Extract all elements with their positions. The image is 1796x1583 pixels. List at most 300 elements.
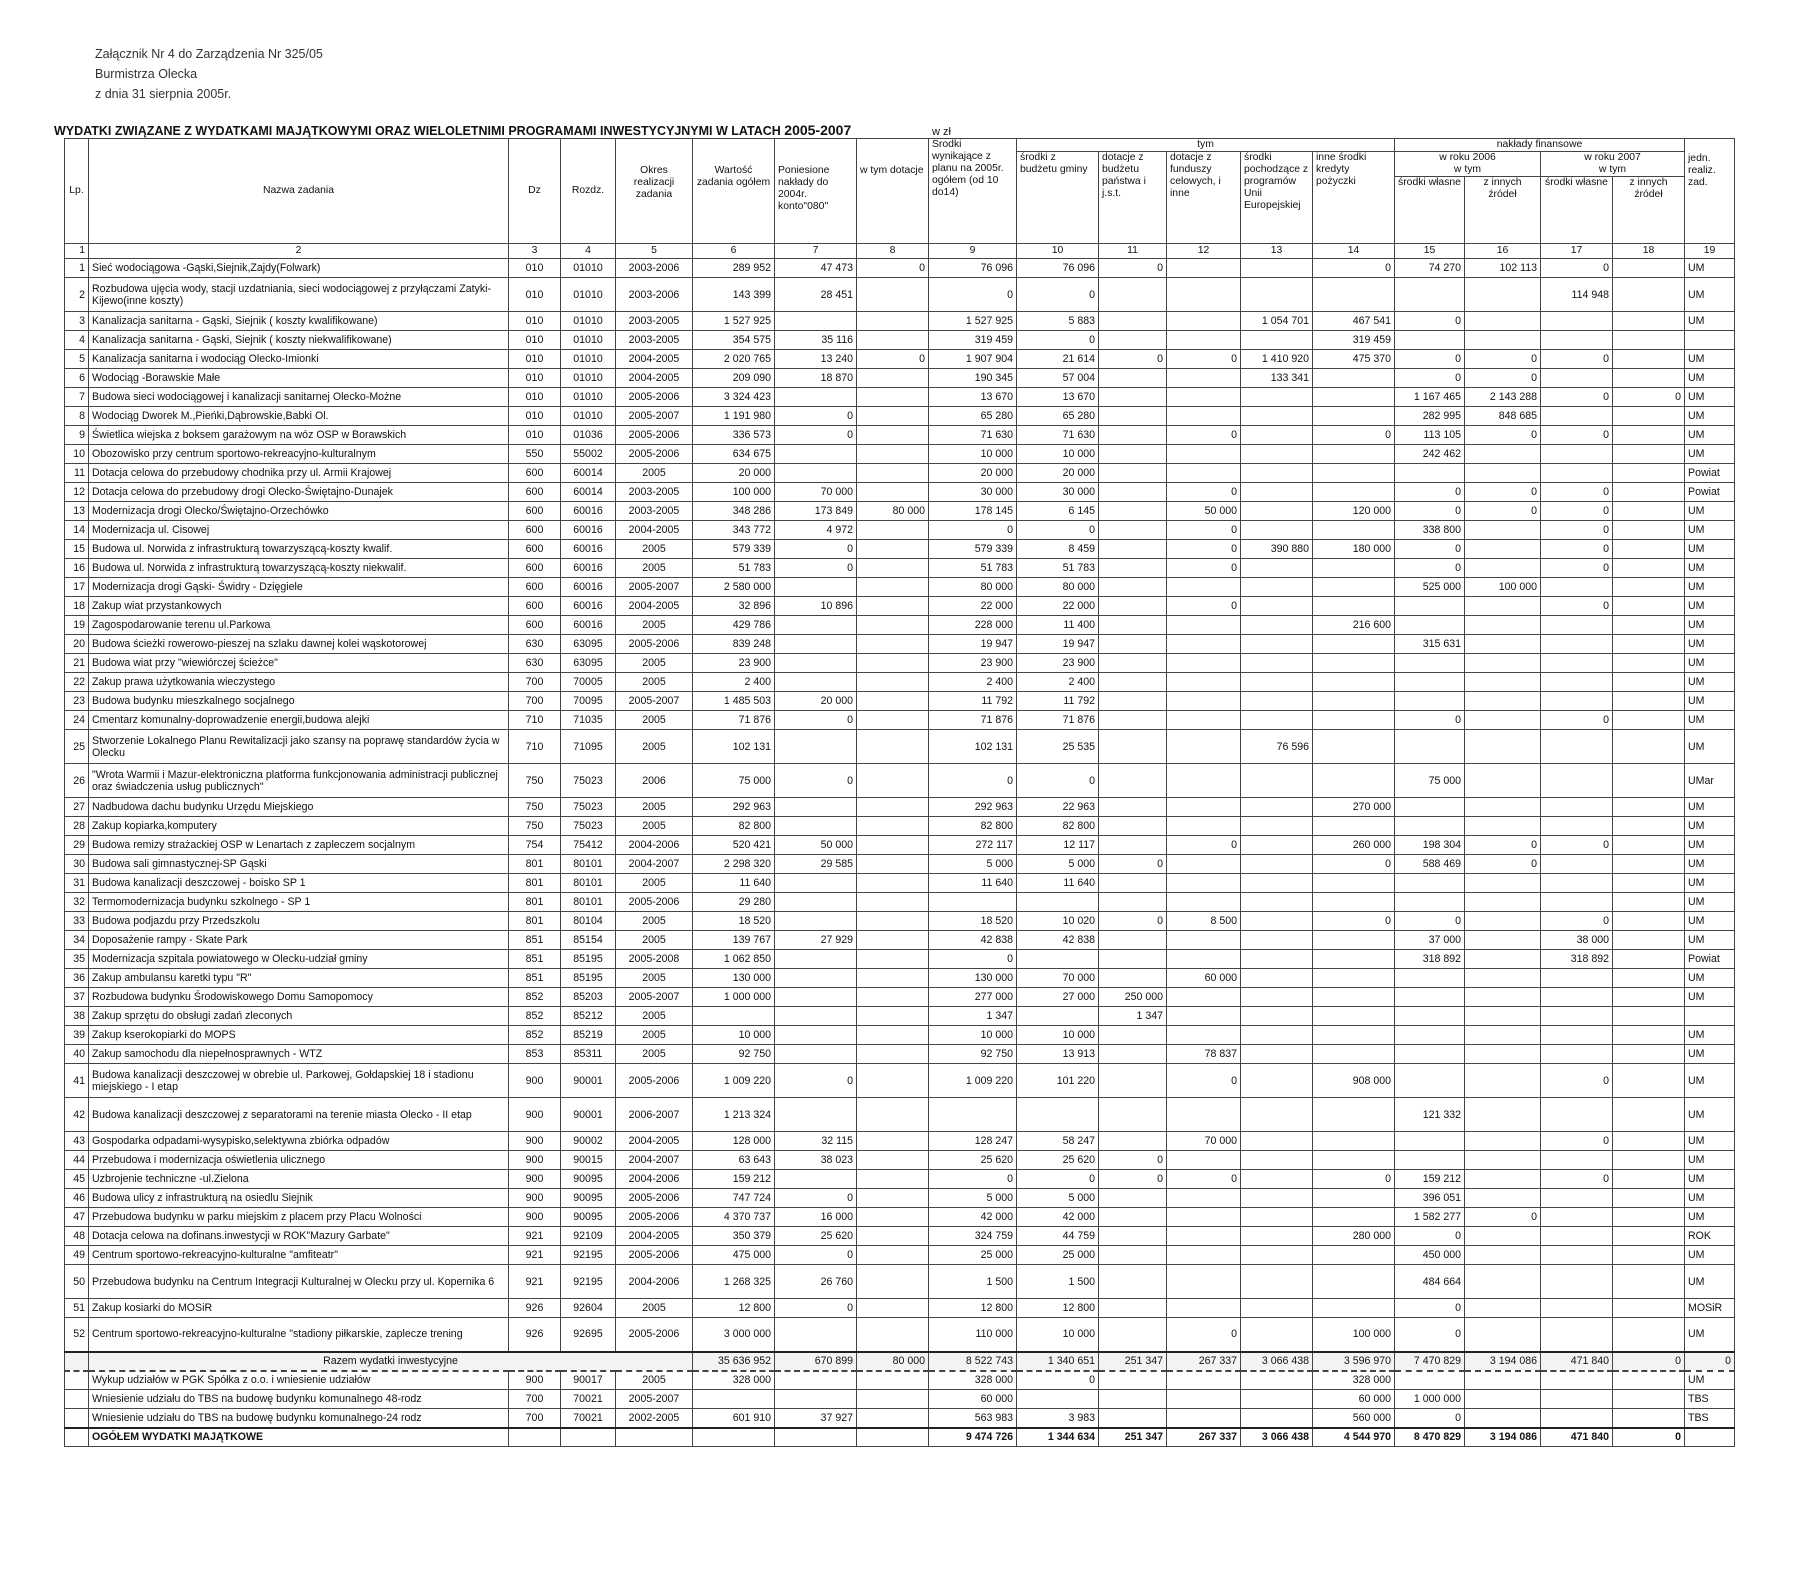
- cell-inne-2006: [1465, 988, 1541, 1007]
- cell-wartosc: 29 280: [693, 893, 775, 912]
- cell-wartosc: 2 580 000: [693, 578, 775, 597]
- cell-okres: 2005-2007: [616, 407, 693, 426]
- cell-dotacje-panstwa: [1099, 1045, 1167, 1064]
- table-row: [65, 673, 1735, 692]
- cell-okres: 2004-2005: [616, 1132, 693, 1151]
- cell-wartosc: 601 910: [693, 1409, 775, 1428]
- cell-inne-2006: [1465, 1299, 1541, 1318]
- cell-wlasne-2006: 1 000 000: [1395, 1390, 1465, 1409]
- column-number: 13: [1241, 244, 1313, 259]
- cell-srodki-2005: 12 800: [929, 1299, 1017, 1318]
- grand-fundusze: 267 337: [1167, 1428, 1241, 1447]
- cell-poniesione: 32 115: [775, 1132, 857, 1151]
- total-wartosc: 35 636 952: [693, 1352, 775, 1371]
- cell-okres: 2005: [616, 464, 693, 483]
- cell-wartosc: 292 963: [693, 798, 775, 817]
- cell-inne-2006: 0: [1465, 855, 1541, 874]
- cell-inne-2006: [1465, 616, 1541, 635]
- cell-fundusze: [1167, 711, 1241, 730]
- cell-dotacje: [857, 931, 929, 950]
- cell-dotacje: [857, 464, 929, 483]
- cell-wlasne-2007: [1541, 673, 1613, 692]
- column-number: 6: [693, 244, 775, 259]
- cell-fundusze: [1167, 578, 1241, 597]
- cell-wlasne-2007: [1541, 635, 1613, 654]
- cell-srodki-2005: 128 247: [929, 1132, 1017, 1151]
- cell-wlasne-2006: [1395, 331, 1465, 350]
- cell-wlasne-2007: [1541, 1098, 1613, 1132]
- cell-inne-2007: [1613, 1045, 1685, 1064]
- cell-kredyty: [1313, 407, 1395, 426]
- cell-dotacje: [857, 540, 929, 559]
- cell-wlasne-2006: 75 000: [1395, 764, 1465, 798]
- cell-rozdz: 90095: [561, 1189, 616, 1208]
- cell-nazwa: Świetlica wiejska z boksem garażowym na wóz OSP w Borawskich: [89, 426, 509, 445]
- cell-srodki-2005: 190 345: [929, 369, 1017, 388]
- cell-wlasne-2006: 74 270: [1395, 259, 1465, 278]
- cell-fundusze: 0: [1167, 559, 1241, 578]
- cell-wlasne-2007: 0: [1541, 1132, 1613, 1151]
- cell-fundusze: [1167, 654, 1241, 673]
- cell-srodki-2005: 5 000: [929, 855, 1017, 874]
- cell-wlasne-2007: [1541, 764, 1613, 798]
- cell-srodki-ue: [1241, 874, 1313, 893]
- cell-lp: 27: [65, 798, 89, 817]
- cell-budzet-gminy: [1017, 950, 1099, 969]
- cell-nazwa: Przebudowa i modernizacja oświetlenia ulicznego: [89, 1151, 509, 1170]
- cell-wlasne-2006: 484 664: [1395, 1265, 1465, 1299]
- cell-rozdz: 92109: [561, 1227, 616, 1246]
- cell-wlasne-2006: 0: [1395, 502, 1465, 521]
- column-number: 11: [1099, 244, 1167, 259]
- cell-kredyty: [1313, 893, 1395, 912]
- cell-wlasne-2007: [1541, 331, 1613, 350]
- cell-poniesione: [775, 1026, 857, 1045]
- cell-okres: 2005-2006: [616, 1246, 693, 1265]
- cell-jednostka: UM: [1685, 312, 1735, 331]
- cell-fundusze: [1167, 730, 1241, 764]
- cell-srodki-ue: [1241, 711, 1313, 730]
- cell-srodki-ue: [1241, 1227, 1313, 1246]
- cell-dotacje-panstwa: [1099, 1299, 1167, 1318]
- cell-okres: 2005: [616, 654, 693, 673]
- cell-rozdz: 80101: [561, 874, 616, 893]
- cell-nazwa: Zakup kosiarki do MOSiR: [89, 1299, 509, 1318]
- cell-srodki-2005: 102 131: [929, 730, 1017, 764]
- cell-wartosc: 23 900: [693, 654, 775, 673]
- cell-nazwa: Budowa ul. Norwida z infrastrukturą towarzyszącą-koszty niekwalif.: [89, 559, 509, 578]
- cell-rozdz: 85154: [561, 931, 616, 950]
- cell-inne-2006: [1465, 692, 1541, 711]
- cell-wlasne-2006: [1395, 1151, 1465, 1170]
- cell-srodki-ue: 1 410 920: [1241, 350, 1313, 369]
- cell-poniesione: 50 000: [775, 836, 857, 855]
- cell-jednostka: UM: [1685, 426, 1735, 445]
- cell-jednostka: UM: [1685, 1208, 1735, 1227]
- cell-poniesione: [775, 1318, 857, 1352]
- grand-dotacje-panstwa: 251 347: [1099, 1428, 1167, 1447]
- cell-dz: 754: [509, 836, 561, 855]
- cell-jednostka: UM: [1685, 616, 1735, 635]
- cell-wartosc: 2 298 320: [693, 855, 775, 874]
- cell-jednostka: Powiat: [1685, 464, 1735, 483]
- cell-fundusze: [1167, 1246, 1241, 1265]
- cell-nazwa: Dotacja celowa do przebudowy chodnika przy ul. Armii Krajowej: [89, 464, 509, 483]
- cell-jednostka: UM: [1685, 635, 1735, 654]
- cell-inne-2006: [1465, 1064, 1541, 1098]
- cell-okres: 2005: [616, 817, 693, 836]
- column-number: 5: [616, 244, 693, 259]
- cell-okres: 2005-2007: [616, 1390, 693, 1409]
- cell-inne-2007: [1613, 578, 1685, 597]
- cell-dotacje: [857, 1409, 929, 1428]
- cell-dotacje: [857, 1007, 929, 1026]
- cell-wartosc: 20 000: [693, 464, 775, 483]
- cell-rozdz: 60016: [561, 502, 616, 521]
- cell-dz: 852: [509, 988, 561, 1007]
- cell-srodki-2005: 19 947: [929, 635, 1017, 654]
- cell-dotacje-panstwa: [1099, 673, 1167, 692]
- column-number: 10: [1017, 244, 1099, 259]
- cell-fundusze: 8 500: [1167, 912, 1241, 931]
- cell-dotacje-panstwa: [1099, 950, 1167, 969]
- cell-srodki-2005: 324 759: [929, 1227, 1017, 1246]
- cell-okres: 2005: [616, 1026, 693, 1045]
- cell-dotacje: [857, 855, 929, 874]
- cell-fundusze: 0: [1167, 483, 1241, 502]
- cell-jednostka: UM: [1685, 654, 1735, 673]
- cell-wlasne-2007: [1541, 893, 1613, 912]
- cell-wlasne-2006: 1 167 465: [1395, 388, 1465, 407]
- table-row: [65, 483, 1735, 502]
- expenditure-table: [64, 138, 1735, 1447]
- cell-wlasne-2006: 0: [1395, 483, 1465, 502]
- cell-wartosc: 11 640: [693, 874, 775, 893]
- cell-dz: 801: [509, 912, 561, 931]
- cell-dotacje-panstwa: [1099, 969, 1167, 988]
- cell-rozdz: 01010: [561, 278, 616, 312]
- cell-srodki-ue: [1241, 798, 1313, 817]
- cell-srodki-ue: [1241, 1045, 1313, 1064]
- cell-dotacje-panstwa: [1099, 426, 1167, 445]
- cell-srodki-ue: [1241, 616, 1313, 635]
- cell-dotacje: [857, 1132, 929, 1151]
- cell-kredyty: [1313, 817, 1395, 836]
- table-row: [65, 635, 1735, 654]
- cell-nazwa: Modernizacja szpitala powiatowego w Olecku-udział gminy: [89, 950, 509, 969]
- cell-inne-2007: [1613, 893, 1685, 912]
- cell-wlasne-2007: [1541, 817, 1613, 836]
- cell-okres: 2003-2006: [616, 278, 693, 312]
- cell-lp: 11: [65, 464, 89, 483]
- cell-dotacje-panstwa: [1099, 635, 1167, 654]
- cell-dz: 700: [509, 673, 561, 692]
- cell-inne-2006: [1465, 1132, 1541, 1151]
- cell-rozdz: 85195: [561, 969, 616, 988]
- cell-lp: 49: [65, 1246, 89, 1265]
- cell-poniesione: 16 000: [775, 1208, 857, 1227]
- cell-jednostka: UM: [1685, 912, 1735, 931]
- cell-fundusze: 0: [1167, 597, 1241, 616]
- table-row: [65, 711, 1735, 730]
- rok-2006-wtym: w tym: [1453, 164, 1482, 175]
- cell-poniesione: 29 585: [775, 855, 857, 874]
- cell-dotacje-panstwa: 0: [1099, 1151, 1167, 1170]
- grand-srodki-2005: 9 474 726: [929, 1428, 1017, 1447]
- cell-inne-2007: [1613, 1409, 1685, 1428]
- table-row: [65, 578, 1735, 597]
- cell-budzet-gminy: 12 117: [1017, 836, 1099, 855]
- cell-dz: 853: [509, 1045, 561, 1064]
- cell-poniesione: [775, 1170, 857, 1189]
- cell-dotacje-panstwa: [1099, 369, 1167, 388]
- cell-rozdz: 75023: [561, 817, 616, 836]
- cell-inne-2006: [1465, 893, 1541, 912]
- cell-srodki-ue: [1241, 578, 1313, 597]
- cell-dotacje-panstwa: [1099, 1227, 1167, 1246]
- cell-poniesione: [775, 874, 857, 893]
- cell-dotacje: [857, 635, 929, 654]
- cell-okres: 2005-2007: [616, 988, 693, 1007]
- cell-wlasne-2006: [1395, 616, 1465, 635]
- cell-inne-2007: [1613, 1390, 1685, 1409]
- cell-dotacje: [857, 950, 929, 969]
- cell-srodki-ue: [1241, 817, 1313, 836]
- cell-dotacje-panstwa: [1099, 1409, 1167, 1428]
- cell-lp: 45: [65, 1170, 89, 1189]
- cell-wartosc: 747 724: [693, 1189, 775, 1208]
- cell-fundusze: [1167, 635, 1241, 654]
- cell-nazwa: Budowa kanalizacji deszczowej z separatorami na terenie miasta Olecko - II etap: [89, 1098, 509, 1132]
- cell-wlasne-2007: [1541, 616, 1613, 635]
- cell-wlasne-2007: 0: [1541, 912, 1613, 931]
- cell-dotacje-panstwa: [1099, 331, 1167, 350]
- table-row: [65, 278, 1735, 312]
- cell-wlasne-2006: 0: [1395, 711, 1465, 730]
- cell-srodki-2005: 60 000: [929, 1390, 1017, 1409]
- cell-wlasne-2007: [1541, 874, 1613, 893]
- cell-rozdz: 85311: [561, 1045, 616, 1064]
- cell-inne-2006: [1465, 817, 1541, 836]
- cell-jednostka: UMar: [1685, 764, 1735, 798]
- cell-nazwa: Zakup sprzętu do obsługi zadań zleconych: [89, 1007, 509, 1026]
- cell-poniesione: 38 023: [775, 1151, 857, 1170]
- cell-poniesione: [775, 912, 857, 931]
- cell-lp: 13: [65, 502, 89, 521]
- cell-srodki-ue: [1241, 1318, 1313, 1352]
- cell-wlasne-2006: 0: [1395, 1318, 1465, 1352]
- cell-srodki-ue: [1241, 426, 1313, 445]
- cell-wlasne-2006: [1395, 464, 1465, 483]
- cell-fundusze: 70 000: [1167, 1132, 1241, 1151]
- cell-dotacje-panstwa: [1099, 893, 1167, 912]
- cell-wartosc: 520 421: [693, 836, 775, 855]
- cell-lp: 44: [65, 1151, 89, 1170]
- cell-dotacje: [857, 407, 929, 426]
- cell-dotacje: 0: [857, 259, 929, 278]
- cell-lp: 20: [65, 635, 89, 654]
- cell-fundusze: [1167, 445, 1241, 464]
- cell-dotacje: [857, 1026, 929, 1045]
- cell-wlasne-2006: [1395, 730, 1465, 764]
- cell-jednostka: MOSiR: [1685, 1299, 1735, 1318]
- cell-budzet-gminy: 22 963: [1017, 798, 1099, 817]
- cell-srodki-2005: 20 000: [929, 464, 1017, 483]
- cell-rozdz: 75412: [561, 836, 616, 855]
- grand-kredyty: 4 544 970: [1313, 1428, 1395, 1447]
- cell-okres: 2005: [616, 711, 693, 730]
- cell-nazwa: Zakup samochodu dla niepełnosprawnych - WTZ: [89, 1045, 509, 1064]
- cell-dotacje: [857, 692, 929, 711]
- cell-budzet-gminy: 65 280: [1017, 407, 1099, 426]
- cell-rozdz: 60016: [561, 540, 616, 559]
- cell-wlasne-2006: 396 051: [1395, 1189, 1465, 1208]
- cell-srodki-ue: [1241, 483, 1313, 502]
- cell-jednostka: UM: [1685, 673, 1735, 692]
- table-row: [65, 616, 1735, 635]
- cell-jednostka: Powiat: [1685, 950, 1735, 969]
- cell-kredyty: [1313, 388, 1395, 407]
- cell-jednostka: UM: [1685, 1246, 1735, 1265]
- cell-dz: 750: [509, 764, 561, 798]
- cell-nazwa: Zagospodarowanie terenu ul.Parkowa: [89, 616, 509, 635]
- cell-srodki-ue: [1241, 1265, 1313, 1299]
- cell-dotacje-panstwa: [1099, 692, 1167, 711]
- cell-kredyty: [1313, 1151, 1395, 1170]
- cell-srodki-ue: [1241, 635, 1313, 654]
- cell-fundusze: [1167, 893, 1241, 912]
- cell-poniesione: [775, 673, 857, 692]
- column-number: 8: [857, 244, 929, 259]
- cell-jednostka: UM: [1685, 988, 1735, 1007]
- cell-kredyty: [1313, 1098, 1395, 1132]
- cell-dotacje: [857, 597, 929, 616]
- cell-wlasne-2007: [1541, 1189, 1613, 1208]
- cell-poniesione: 173 849: [775, 502, 857, 521]
- cell-lp: [65, 1409, 89, 1428]
- cell-kredyty: 270 000: [1313, 798, 1395, 817]
- cell-srodki-ue: [1241, 559, 1313, 578]
- cell-srodki-ue: [1241, 597, 1313, 616]
- cell-budzet-gminy: 10 000: [1017, 1318, 1099, 1352]
- cell-inne-2006: [1465, 1026, 1541, 1045]
- cell-wlasne-2007: [1541, 798, 1613, 817]
- cell-dotacje: [857, 369, 929, 388]
- cell-srodki-2005: 23 900: [929, 654, 1017, 673]
- cell-inne-2007: [1613, 445, 1685, 464]
- cell-inne-2006: [1465, 1045, 1541, 1064]
- cell-wlasne-2006: [1395, 692, 1465, 711]
- cell-wlasne-2007: [1541, 1227, 1613, 1246]
- cell-kredyty: 260 000: [1313, 836, 1395, 855]
- cell-wlasne-2006: [1395, 988, 1465, 1007]
- cell-fundusze: [1167, 673, 1241, 692]
- cell-srodki-ue: [1241, 1409, 1313, 1428]
- cell-jednostka: UM: [1685, 540, 1735, 559]
- cell-kredyty: [1313, 635, 1395, 654]
- cell-kredyty: 0: [1313, 855, 1395, 874]
- cell-srodki-ue: [1241, 654, 1313, 673]
- cell-fundusze: [1167, 1371, 1241, 1390]
- col-group-tym: tym: [1017, 139, 1395, 152]
- cell-srodki-ue: [1241, 1007, 1313, 1026]
- table-row: [65, 312, 1735, 331]
- cell-budzet-gminy: 51 783: [1017, 559, 1099, 578]
- cell-lp: 15: [65, 540, 89, 559]
- cell-okres: 2005: [616, 931, 693, 950]
- cell-lp: 50: [65, 1265, 89, 1299]
- cell-lp: 19: [65, 616, 89, 635]
- cell-dotacje: [857, 1371, 929, 1390]
- table-row: [65, 764, 1735, 798]
- cell-inne-2006: [1465, 464, 1541, 483]
- table-row: [65, 836, 1735, 855]
- cell-budzet-gminy: [1017, 893, 1099, 912]
- cell-wartosc: 1 213 324: [693, 1098, 775, 1132]
- cell-srodki-2005: 18 520: [929, 912, 1017, 931]
- cell-srodki-ue: [1241, 836, 1313, 855]
- cell-inne-2006: 0: [1465, 369, 1541, 388]
- cell-srodki-ue: [1241, 764, 1313, 798]
- table-row: [65, 1045, 1735, 1064]
- cell-inne-2007: [1613, 407, 1685, 426]
- cell-budzet-gminy: 70 000: [1017, 969, 1099, 988]
- cell-wlasne-2007: [1541, 312, 1613, 331]
- cell-okres: 2006-2007: [616, 1098, 693, 1132]
- cell-dotacje: [857, 559, 929, 578]
- cell-kredyty: 319 459: [1313, 331, 1395, 350]
- grand-wlasne-2007: 471 840: [1541, 1428, 1613, 1447]
- cell-budzet-gminy: 71 876: [1017, 711, 1099, 730]
- cell-okres: 2005-2007: [616, 692, 693, 711]
- header-line-2: Burmistrza Olecka: [95, 67, 198, 81]
- cell-jednostka: UM: [1685, 407, 1735, 426]
- cell-budzet-gminy: 80 000: [1017, 578, 1099, 597]
- cell-dz: 926: [509, 1318, 561, 1352]
- cell-kredyty: 0: [1313, 1170, 1395, 1189]
- cell-fundusze: [1167, 1189, 1241, 1208]
- cell-poniesione: 0: [775, 711, 857, 730]
- cell-dz: 801: [509, 874, 561, 893]
- cell-dz: 921: [509, 1227, 561, 1246]
- cell-okres: 2005: [616, 1299, 693, 1318]
- cell-wartosc: 100 000: [693, 483, 775, 502]
- cell-rozdz: 85212: [561, 1007, 616, 1026]
- cell-srodki-2005: 92 750: [929, 1045, 1017, 1064]
- cell-okres: 2005: [616, 1371, 693, 1390]
- cell-srodki-2005: 76 096: [929, 259, 1017, 278]
- cell-lp: 18: [65, 597, 89, 616]
- cell-wartosc: 18 520: [693, 912, 775, 931]
- cell-inne-2007: [1613, 331, 1685, 350]
- cell-rozdz: 71095: [561, 730, 616, 764]
- cell-srodki-2005: 42 838: [929, 931, 1017, 950]
- cell-wlasne-2007: 0: [1541, 836, 1613, 855]
- grand-budzet-gminy: 1 344 634: [1017, 1428, 1099, 1447]
- cell-wlasne-2007: 0: [1541, 711, 1613, 730]
- grand-inne-2006: 3 194 086: [1465, 1428, 1541, 1447]
- cell-inne-2006: [1465, 654, 1541, 673]
- table-row: [65, 1246, 1735, 1265]
- cell-budzet-gminy: 10 000: [1017, 445, 1099, 464]
- cell-dotacje-panstwa: [1099, 798, 1167, 817]
- cell-wartosc: 92 750: [693, 1045, 775, 1064]
- cell-dotacje: [857, 312, 929, 331]
- cell-srodki-ue: [1241, 692, 1313, 711]
- table-row: [65, 388, 1735, 407]
- cell-dotacje-panstwa: [1099, 1318, 1167, 1352]
- table-row: [65, 407, 1735, 426]
